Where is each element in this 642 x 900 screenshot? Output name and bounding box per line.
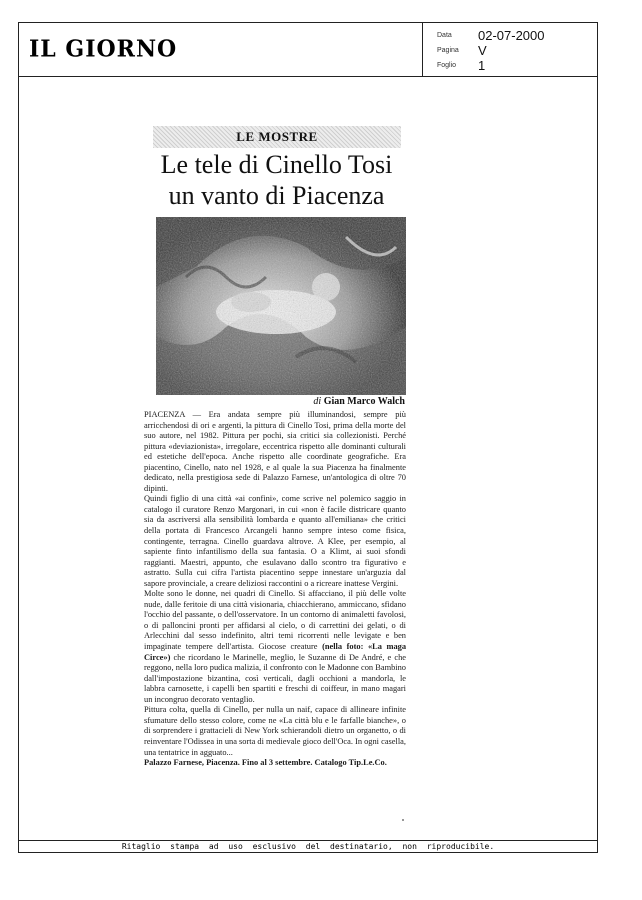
meta-row-page xyxy=(423,43,599,59)
meta-label-date: Data xyxy=(437,32,452,39)
meta-label-sheet: Foglio xyxy=(437,62,457,69)
paragraph-3 xyxy=(144,589,406,705)
meta-value-date: 02-07-2000 xyxy=(478,28,545,43)
copyright-notice: Ritaglio stampa ad uso esclusivo del destinatario, non riproducibile. xyxy=(19,840,597,852)
photo-reference: (nella foto: «La maga Circe») xyxy=(144,642,407,662)
paragraph-2: Quindi figlio di una città «ai confini», come scrive nel polemico saggio in catalogo il curatore Renzo Margonari, in cui «non è facile districare quanto sia da ascriversi alla sensibilità lombarda e quanto all'emiliana» che critici della portata di Francesco Arcangeli hanno sempre inteso come fisica, contingente, terragna. Cinello guardava altrove. A Klee, per esempio, al sapiente finto infantilismo della sua fantasia. O a Klimt, ai suoi sfondi raggianti. Maestri, appunto, che esulavano dallo scontro tra figurativo e astratto. Sulla cui cifra l'artista piacentino seppe innestare un'arguzia dal sapore provinciale, a creare deliziosi raccontini o a ricreare inattese Vergini. xyxy=(144,494,406,588)
painting-image xyxy=(156,217,406,395)
headline-line-2: un vanto di Piacenza xyxy=(168,181,385,210)
paragraph-4: Pittura colta, quella di Cinello, per nulla un naif, capace di allineare infinite sfumature dello stesso colore, come ne «La città blu e le farfalle bianche», o di sorprendere i grattacieli di New York schierandoli dietro un organetto, o di reinventare l'Odissea in una sorta di medievale gioco dell'Oca. In ogni casella, una tentatrice in agguato... xyxy=(144,705,406,757)
byline-prefix: di xyxy=(313,396,322,407)
section-tag: LE MOSTRE xyxy=(153,126,401,148)
clipping-header xyxy=(19,23,597,77)
newspaper-masthead: IL GIORNO xyxy=(29,35,178,63)
painting-photo xyxy=(156,217,406,395)
meta-box xyxy=(422,23,599,76)
meta-label-page: Pagina xyxy=(437,47,459,54)
meta-row-date xyxy=(423,28,599,44)
article-body xyxy=(144,410,406,769)
speck-mark xyxy=(402,819,404,821)
paragraph-1: PIACENZA — Era andata sempre più illuminandosi, sempre più arricchendosi di ori e argenti, la pittura di Cinello Tosi, prima della morte del suo autore, nel 1982. Pittura per pochi, sia critici sia collezionisti. Perché pittura «deviazionista», irregolare, eccentrica rispetto alle dominanti culturali ed estetiche dell'epoca. Anche rispetto alle coordinate geografiche. Era piacentino, Cinello, nato nel 1928, e al quale la sua Piacenza ha finalmente dedicato, nella prestigiosa sede di Palazzo Farnese, un'antologica di oltre 70 dipinti. xyxy=(144,410,406,493)
meta-value-sheet: 1 xyxy=(478,58,486,73)
meta-value-page: V xyxy=(478,43,487,58)
headline xyxy=(140,149,413,211)
byline-author: Gian Marco Walch xyxy=(323,396,405,407)
meta-row-sheet xyxy=(423,58,599,74)
byline xyxy=(313,396,405,407)
exhibition-info: Palazzo Farnese, Piacenza. Fino al 3 settembre. Catalogo Tip.Le.Co. xyxy=(144,758,387,768)
paragraph-3-text: Molte sono le donne, nei quadri di Cinello. Si affacciano, il più delle volte nude, dalle feritoie di una città visionaria, chiacchierano, ammiccano, sfidano l'occhio del passante, o dell'osservatore. In un contorno di animaletti favolosi, o di palloncini pronti per affidarsi al cielo, o di carrettini dei gelati, o di Arlecchini dal sesso indefinito, altri temi ricorrenti nelle levigate e ben impaginate tempere dell'artista. Giocose creature xyxy=(144,589,406,652)
headline-line-1: Le tele di Cinello Tosi xyxy=(160,150,393,179)
paragraph-3-continued: che ricordano le Marinelle, meglio, le Suzanne di De André, e che reggono, nella loro pudica malizia, il confronto con le Madonne con Bambino dall'impostazione bizantina, così verticali, dagli occhioni a mandorla, le labbra carnosette, i capelli ben spartiti e freschi di coiffeur, in mano magari un incongruo decorato ventaglio. xyxy=(144,652,406,704)
